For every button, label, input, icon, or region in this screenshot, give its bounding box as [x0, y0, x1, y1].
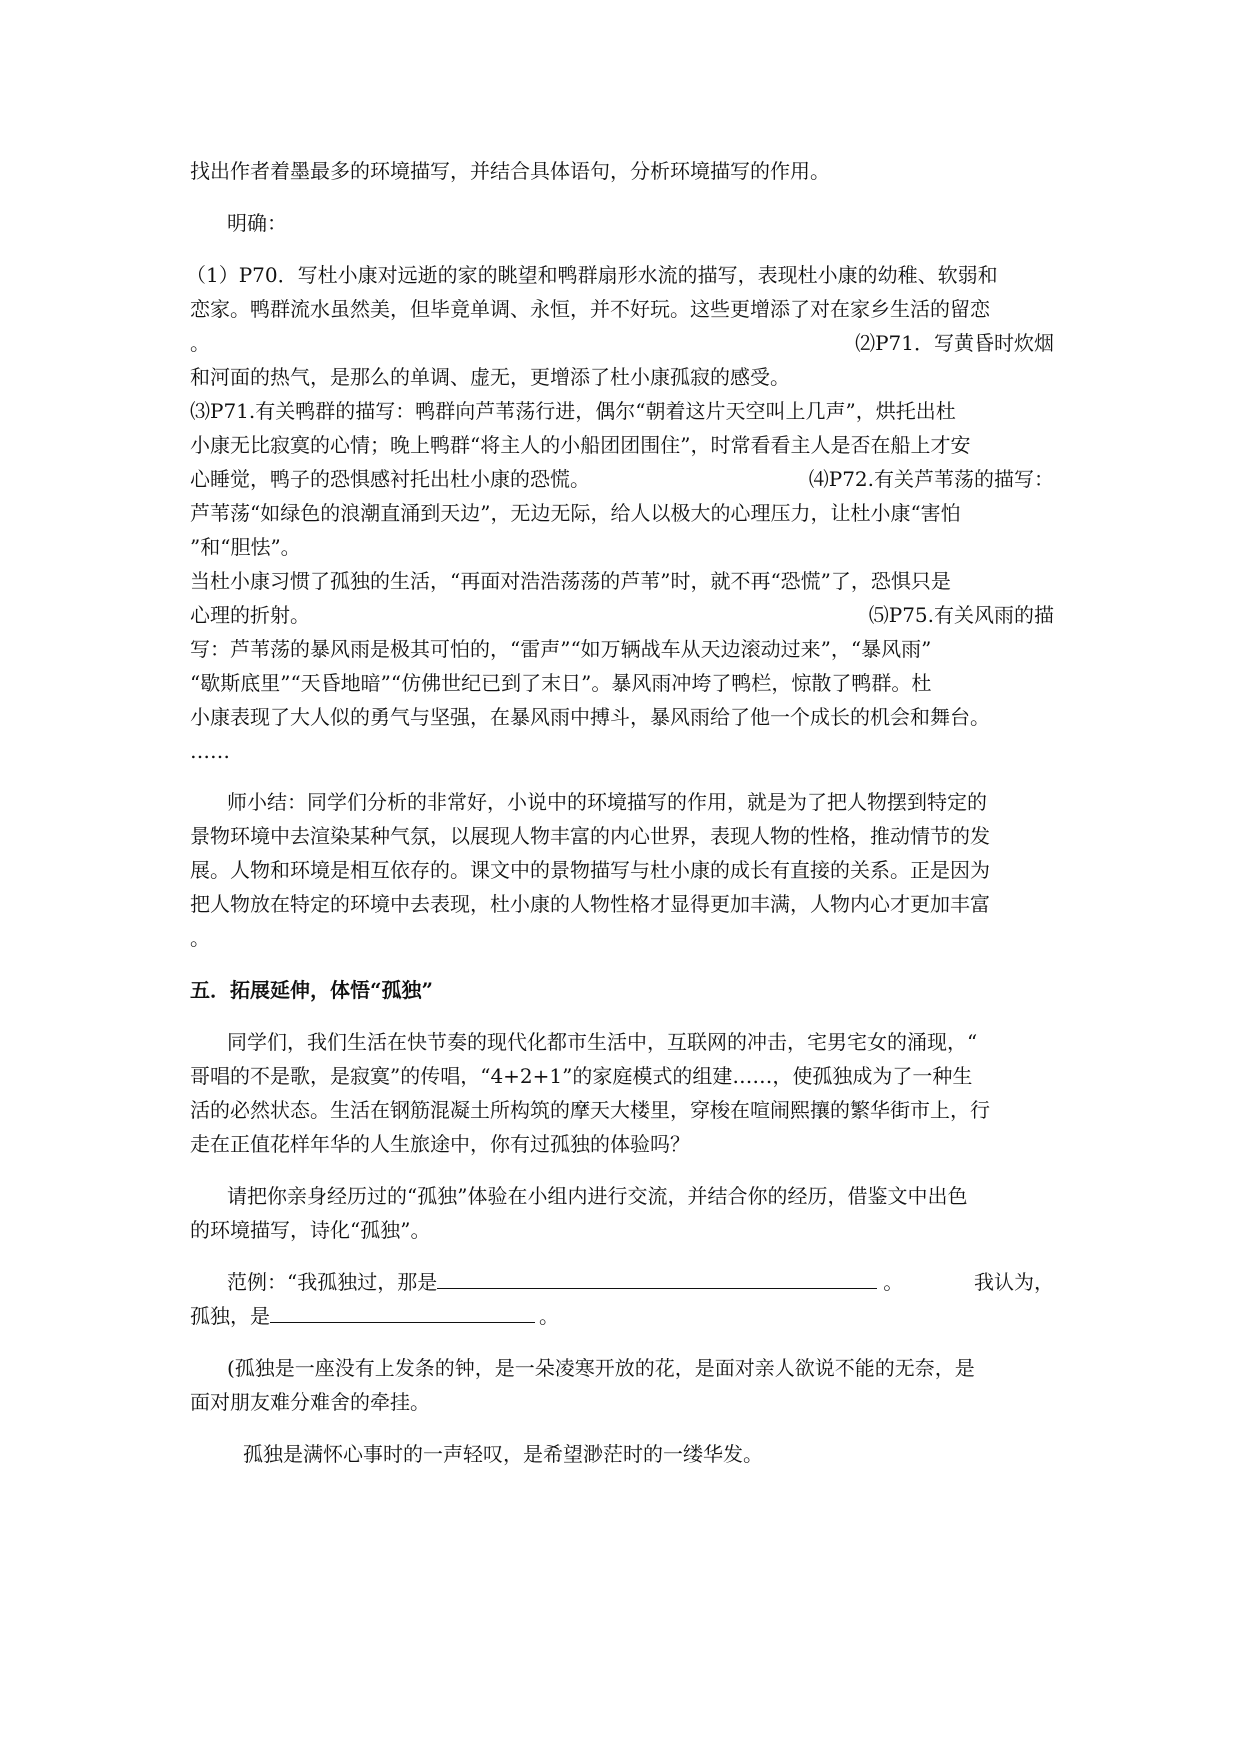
summary-line: 把人物放在特定的环境中去表现，杜小康的人物性格才显得更加丰满，人物内心才更加丰富 — [190, 892, 990, 916]
answer-line: 孤独是满怀心事时的一声轻叹，是希望渺茫时的一缕华发。 — [243, 1442, 763, 1466]
example-end: 。 — [883, 1270, 904, 1294]
summary-line: 景物环境中去渲染某种气氛，以展现人物丰富的内心世界，表现人物的性格，推动情节的发 — [190, 824, 990, 848]
analysis-line: 芦苇荡“如绿色的浪潮直涌到天边”，无边无际，给人以极大的心理压力，让杜小康“害怕 — [190, 501, 961, 525]
intro-question: 找出作者着墨最多的环境描写，并结合具体语句，分析环境描写的作用。 — [190, 159, 830, 183]
analysis-line: …… — [190, 739, 230, 763]
analysis-line: ⑸P75.有关风雨的描 — [868, 603, 1054, 627]
example-end: 。 — [539, 1304, 559, 1328]
example-line — [227, 1268, 903, 1296]
analysis-line: ⑵P71．写黄昏时炊烟 — [855, 331, 1054, 355]
extension-line: 哥唱的不是歌，是寂寞”的传唱，“4+2+1”的家庭模式的组建……，使孤独成为了一种生 — [190, 1064, 973, 1088]
analysis-line: （1）P70．写杜小康对远逝的家的眺望和鸭群扇形水流的描写，表现杜小康的幼稚、软弱和 — [186, 263, 998, 287]
task-line: 的环境描写，诗化“孤独”。 — [190, 1218, 431, 1242]
example-opinion: 我认为， — [974, 1270, 1054, 1294]
summary-line: 师小结：同学们分析的非常好，小说中的环境描写的作用，就是为了把人物摆到特定的 — [227, 790, 987, 814]
answer-line: (孤独是一座没有上发条的钟，是一朵凌寒开放的花，是面对亲人欲说不能的无奈，是 — [227, 1356, 975, 1380]
example-line — [190, 1302, 559, 1330]
example-label: 范例：“我孤独过，那是 — [227, 1270, 438, 1294]
extension-line: 活的必然状态。生活在钢筋混凝土所构筑的摩天大楼里，穿梭在喧闹熙攘的繁华街市上，行 — [190, 1098, 990, 1122]
task-line: 请把你亲身经历过的“孤独”体验在小组内进行交流，并结合你的经历，借鉴文中出色 — [227, 1184, 968, 1208]
analysis-line: ⑶P71.有关鸭群的描写：鸭群向芦苇荡行进，偶尔“朝着这片天空叫上几声”，烘托出杜 — [190, 399, 956, 423]
analysis-line: ”和“胆怯”。 — [190, 535, 301, 559]
analysis-line: 当杜小康习惯了孤独的生活，“再面对浩浩荡荡的芦苇”时，就不再“恐慌”了，恐惧只是 — [190, 569, 951, 593]
extension-line: 走在正值花样年华的人生旅途中，你有过孤独的体验吗？ — [190, 1132, 690, 1156]
example-label: 孤独，是 — [190, 1304, 270, 1328]
analysis-line: 。 — [190, 331, 210, 355]
section-heading: 五．拓展延伸，体悟“孤独” — [190, 978, 434, 1002]
clarify-label: 明确： — [227, 211, 287, 235]
analysis-line: 恋家。鸭群流水虽然美，但毕竟单调、永恒，并不好玩。这些更增添了对在家乡生活的留恋 — [190, 297, 990, 321]
summary-line: 。 — [190, 926, 210, 950]
analysis-line: 心睡觉，鸭子的恐惧感衬托出杜小康的恐慌。 — [190, 467, 590, 491]
analysis-line: 小康无比寂寞的心情；晚上鸭群“将主人的小船团团围住”，时常看看主人是否在船上才安 — [190, 433, 971, 457]
summary-line: 展。人物和环境是相互依存的。课文中的景物描写与杜小康的成长有直接的关系。正是因为 — [190, 858, 990, 882]
analysis-line: 心理的折射。 — [190, 603, 310, 627]
analysis-line: ⑷P72.有关芦苇荡的描写： — [808, 467, 1054, 491]
analysis-line: 写：芦苇荡的暴风雨是极其可怕的，“雷声”“如万辆战车从天边滚动过来”，“暴风雨” — [190, 637, 932, 661]
fill-in-blank[interactable] — [270, 1302, 535, 1323]
analysis-line: “歇斯底里”“天昏地暗”“仿佛世纪已到了末日”。暴风雨冲垮了鸭栏，惊散了鸭群。杜 — [190, 671, 932, 695]
extension-line: 同学们，我们生活在快节奏的现代化都市生活中，互联网的冲击，宅男宅女的涌现，“ — [227, 1030, 978, 1054]
answer-line: 面对朋友难分难舍的牵挂。 — [190, 1390, 430, 1414]
analysis-line: 小康表现了大人似的勇气与坚强，在暴风雨中搏斗，暴风雨给了他一个成长的机会和舞台。 — [190, 705, 990, 729]
fill-in-blank[interactable] — [437, 1268, 877, 1289]
analysis-line: 和河面的热气，是那么的单调、虚无，更增添了杜小康孤寂的感受。 — [190, 365, 790, 389]
